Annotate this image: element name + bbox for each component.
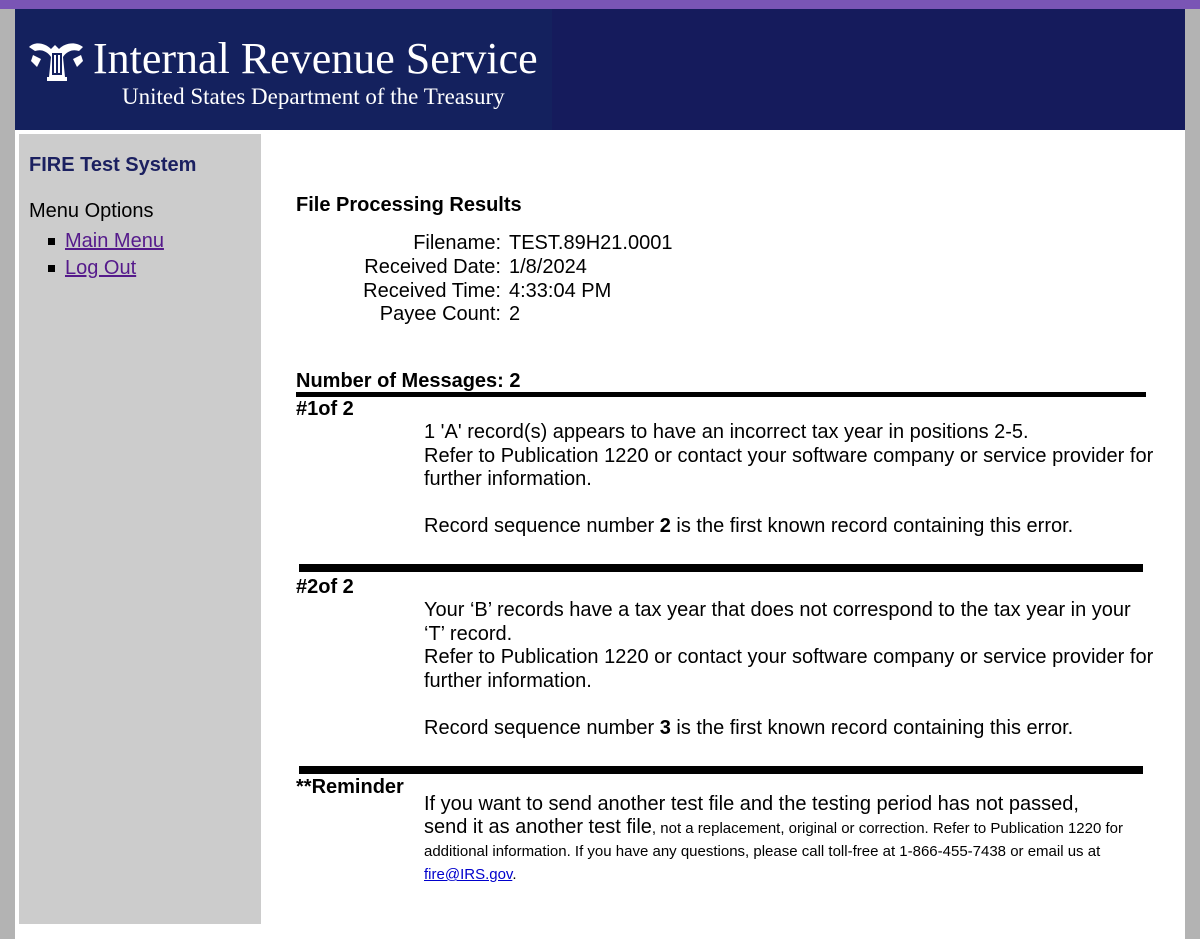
message-number: #1of 2 [296,398,354,420]
bullet-icon [48,238,55,245]
sequence-number: 3 [659,716,671,739]
divider [299,564,1143,572]
received-date-value: 1/8/2024 [509,256,587,278]
email-link[interactable]: fire@IRS.gov [424,866,513,883]
message-text: 1 'A' record(s) appears to have an incorrect tax year in positions 2-5. [424,421,1029,443]
message-text: Your ‘B’ records have a tax year that does not correspond to the tax year in your ‘T’ record. [424,599,1131,645]
sidebar [19,134,261,924]
reminder-label: **Reminder [296,776,404,798]
bullet-icon [48,265,55,272]
divider [299,766,1143,774]
reminder-text: If you want to send another test file and the testing period has not passed, send it as another test file, not a replacement, original or correction. Refer to Publication 1220 for additional information. If you have any questions, please call toll-free at 1-866-455-7438 or email us at fire@IRS.gov. [424,793,1124,883]
received-time-label: Received Time: [363,280,501,302]
sidebar-item-log-out [43,255,164,282]
message-number: #2of 2 [296,576,354,598]
received-time-value: 4:33:04 PM [509,280,612,302]
filename-label: Filename: [413,232,501,254]
menu-list [43,228,164,282]
page [15,9,1185,939]
page-title: File Processing Results [296,194,522,216]
record-sequence: Record sequence number 2 is the first known record containing this error. [424,515,1074,537]
top-accent-strip [0,0,1200,9]
eagle-logo-icon [25,37,89,83]
menu-options-label: Menu Options [29,200,154,222]
record-sequence: Record sequence number 3 is the first known record containing this error. [424,716,1074,739]
payee-count-label: Payee Count: [379,303,501,325]
divider [296,392,1146,397]
message-count: Number of Messages: 2 [296,370,521,392]
main-content [296,9,1166,939]
message-refer: Refer to Publication 1220 or contact your software company or service provider for further information. [424,646,1154,692]
sequence-number: 2 [659,515,671,537]
filename-value: TEST.89H21.0001 [509,232,673,254]
message-body [424,421,1154,539]
app-title: FIRE Test System [29,154,197,176]
message-refer: Refer to Publication 1220 or contact your software company or service provider for further information. [424,444,1154,490]
received-date-label: Received Date: [364,256,501,278]
payee-count-value: 2 [509,303,521,325]
irs-title: Internal Revenue Service [93,34,538,83]
main-menu-link[interactable]: Main Menu [65,230,164,252]
log-out-link[interactable]: Log Out [65,257,137,279]
message-body [424,599,1154,740]
irs-subtitle: United States Department of the Treasury [122,84,505,109]
sidebar-item-main-menu [43,228,164,255]
